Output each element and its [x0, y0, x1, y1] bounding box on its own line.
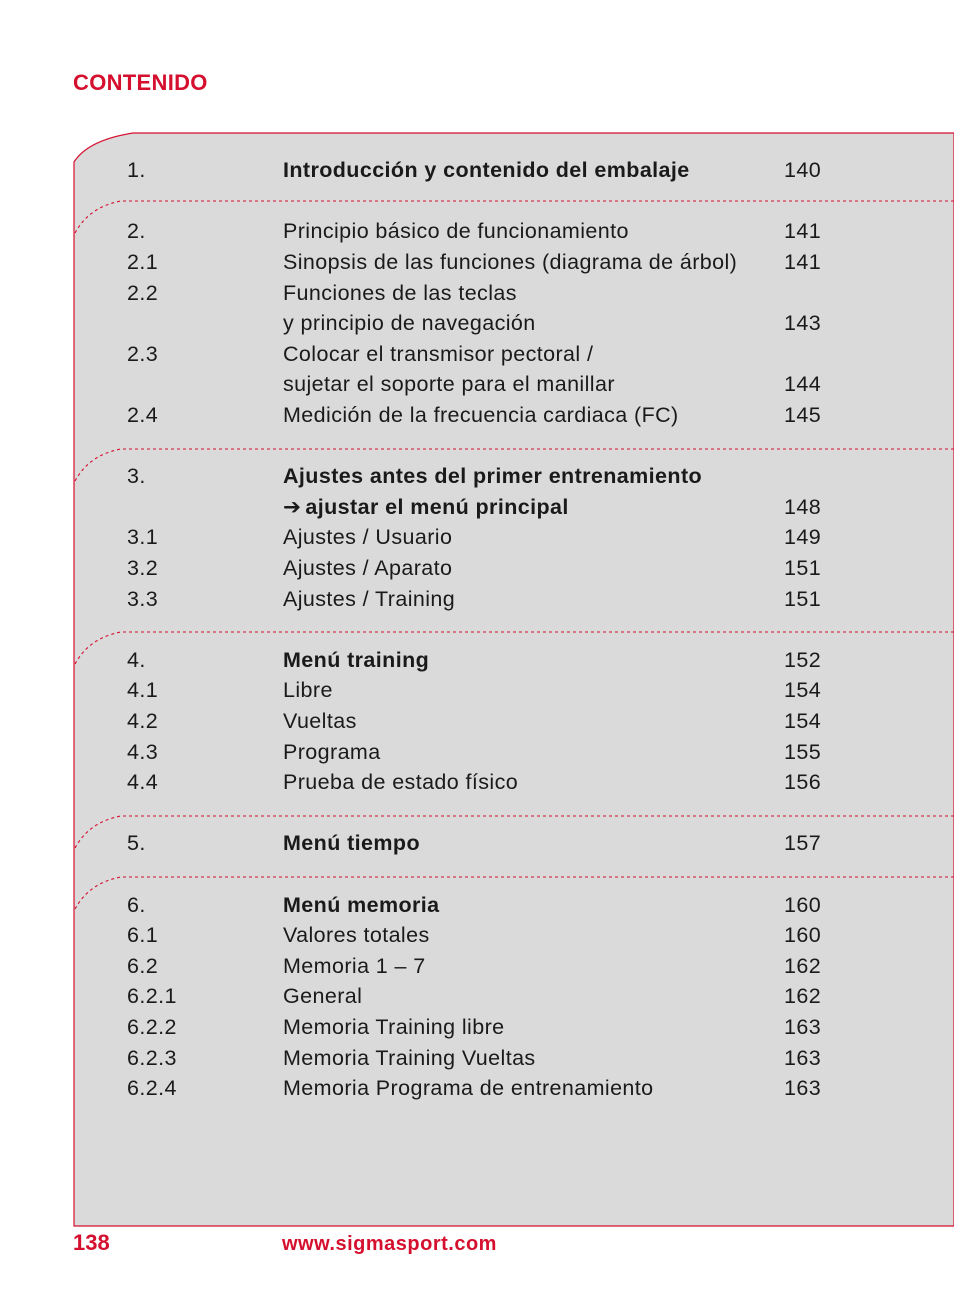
toc-page-number: 149 — [784, 525, 822, 549]
toc-section-title — [283, 522, 452, 552]
toc-section-number: 6.2 — [127, 954, 159, 978]
toc-section-title — [283, 247, 737, 277]
toc-row[interactable] — [0, 339, 954, 369]
toc-row[interactable] — [0, 216, 954, 246]
toc-section-title — [283, 492, 569, 522]
toc-section-title-text: Programa — [283, 740, 381, 764]
toc-row[interactable] — [0, 1043, 954, 1073]
toc-section-title — [283, 553, 452, 583]
toc-row[interactable] — [0, 951, 954, 981]
toc-section-number: 6.2.4 — [127, 1076, 177, 1100]
toc-section-title — [283, 737, 381, 767]
toc-section-number: 4.4 — [127, 770, 159, 794]
toc-section-title-text: Menú training — [283, 648, 430, 672]
toc-section-title — [283, 890, 440, 920]
toc-row[interactable] — [0, 461, 954, 491]
toc-section-title — [283, 981, 362, 1011]
toc-section-title — [283, 1012, 505, 1042]
toc-page-number: 163 — [784, 1015, 822, 1039]
toc-page-number: 141 — [784, 250, 822, 274]
toc-row[interactable] — [0, 1012, 954, 1042]
toc-section-title — [283, 1073, 654, 1103]
toc-section-title-text: Ajustes antes del primer entrenamiento — [283, 464, 703, 488]
toc-row[interactable] — [0, 522, 954, 552]
toc-section-number: 2.1 — [127, 250, 159, 274]
toc-section-number: 6.2.2 — [127, 1015, 177, 1039]
toc-section-title — [283, 155, 690, 185]
toc-section-number: 3.2 — [127, 556, 159, 580]
toc-section-title-text: Memoria Training libre — [283, 1015, 505, 1039]
footer-website-link[interactable]: www.sigmasport.com — [282, 1233, 497, 1255]
toc-section-number: 6.2.1 — [127, 984, 177, 1008]
toc-section-title-text: Memoria 1 – 7 — [283, 954, 426, 978]
toc-row[interactable] — [0, 890, 954, 920]
toc-page-number: 160 — [784, 923, 822, 947]
toc-section-number: 2.2 — [127, 281, 159, 305]
toc-section-title-text: Valores totales — [283, 923, 430, 947]
toc-page-number: 141 — [784, 219, 822, 243]
footer-page-number: 138 — [73, 1230, 110, 1255]
toc-section-title-text: General — [283, 984, 363, 1008]
toc-section-title-text: Ajustes / Training — [283, 587, 456, 611]
toc-row[interactable] — [0, 737, 954, 767]
toc-row[interactable] — [0, 155, 954, 185]
toc-section-title — [283, 920, 430, 950]
toc-page-number: 156 — [784, 770, 822, 794]
toc-section-title — [283, 369, 615, 399]
toc-section-title-text: Sinopsis de las funciones (diagrama de árbol) — [283, 250, 738, 274]
toc-section-title — [283, 278, 517, 308]
toc-section-title — [283, 216, 629, 246]
toc-section-title-text: sujetar el soporte para el manillar — [283, 372, 615, 396]
toc-section-number: 3. — [127, 464, 146, 488]
toc-section-title-text: Memoria Programa de entrenamiento — [283, 1076, 654, 1100]
toc-page-number: 151 — [784, 556, 822, 580]
toc-row[interactable] — [0, 553, 954, 583]
toc-section-title-text: Medición de la frecuencia cardiaca (FC) — [283, 403, 679, 427]
toc-section-title — [283, 645, 429, 675]
toc-section-number: 6.2.3 — [127, 1046, 177, 1070]
toc-section-number: 3.1 — [127, 525, 159, 549]
toc-row[interactable] — [0, 369, 954, 399]
toc-section-title — [283, 1043, 536, 1073]
toc-row[interactable] — [0, 981, 954, 1011]
toc-row[interactable] — [0, 400, 954, 430]
toc-section-title-text: Funciones de las teclas — [283, 281, 517, 305]
toc-page-number: 143 — [784, 311, 822, 335]
toc-page-number: 140 — [784, 158, 822, 182]
toc-row[interactable] — [0, 645, 954, 675]
toc-page-number: 148 — [784, 495, 822, 519]
toc-section-number: 6. — [127, 893, 146, 917]
toc-section-title-text: Menú tiempo — [283, 831, 420, 855]
toc-section-title — [283, 706, 357, 736]
toc-section-number: 4.1 — [127, 678, 159, 702]
toc-section-number: 3.3 — [127, 587, 159, 611]
toc-row[interactable] — [0, 920, 954, 950]
toc-row[interactable] — [0, 247, 954, 277]
toc-page-number: 163 — [784, 1046, 822, 1070]
arrow-right-icon: ➔ — [283, 495, 302, 519]
toc-section-title-text: Prueba de estado físico — [283, 770, 519, 794]
toc-page-number: 152 — [784, 648, 822, 672]
toc-section-title — [283, 461, 702, 491]
toc-section-title — [283, 339, 593, 369]
toc-section-title-text: Principio básico de funcionamiento — [283, 219, 629, 243]
toc-page-number: 162 — [784, 984, 822, 1008]
toc-page-number: 160 — [784, 893, 822, 917]
toc-section-title-text: y principio de navegación — [283, 311, 536, 335]
toc-section-title — [283, 675, 333, 705]
toc-row[interactable] — [0, 584, 954, 614]
toc-section-title — [283, 400, 679, 430]
toc-page-number: 154 — [784, 709, 822, 733]
toc-section-title-text: Menú memoria — [283, 893, 440, 917]
toc-section-title — [283, 951, 426, 981]
toc-page-number: 151 — [784, 587, 822, 611]
toc-section-title-text: Ajustes / Usuario — [283, 525, 453, 549]
toc-section-title-text: Memoria Training Vueltas — [283, 1046, 536, 1070]
toc-row[interactable] — [0, 706, 954, 736]
toc-section-title-text: Ajustes / Aparato — [283, 556, 453, 580]
toc-section-title — [283, 828, 420, 858]
toc-row[interactable] — [0, 308, 954, 338]
toc-section-number: 1. — [127, 158, 146, 182]
toc-page-number: 163 — [784, 1076, 822, 1100]
toc-section-title-text: Vueltas — [283, 709, 357, 733]
toc-section-title — [283, 767, 518, 797]
toc-section-number: 2.4 — [127, 403, 159, 427]
toc-section-title — [283, 584, 455, 614]
toc-page-number: 155 — [784, 740, 822, 764]
toc-section-title-text: Introducción y contenido del embalaje — [283, 158, 690, 182]
toc-section-title-text: ajustar el menú principal — [305, 495, 569, 519]
toc-page-number: 162 — [784, 954, 822, 978]
toc-row[interactable] — [0, 1073, 954, 1103]
toc-section-number: 4.2 — [127, 709, 159, 733]
toc-row[interactable] — [0, 767, 954, 797]
toc-row[interactable] — [0, 278, 954, 308]
toc-section-number: 2.3 — [127, 342, 159, 366]
toc-page-number: 144 — [784, 372, 822, 396]
toc-page-number: 157 — [784, 831, 822, 855]
toc-section-title-text: Colocar el transmisor pectoral / — [283, 342, 594, 366]
page-title: CONTENIDO — [73, 70, 208, 95]
toc-section-title — [283, 308, 536, 338]
toc-section-number: 5. — [127, 831, 146, 855]
toc-section-number: 2. — [127, 219, 146, 243]
toc-page-number: 145 — [784, 403, 822, 427]
toc-row[interactable] — [0, 675, 954, 705]
toc-section-number: 4. — [127, 648, 146, 672]
toc-section-title-text: Libre — [283, 678, 333, 702]
toc-section-number: 4.3 — [127, 740, 159, 764]
toc-page-number: 154 — [784, 678, 822, 702]
toc-section-number: 6.1 — [127, 923, 159, 947]
toc-row[interactable] — [0, 828, 954, 858]
toc-row[interactable] — [0, 492, 954, 522]
